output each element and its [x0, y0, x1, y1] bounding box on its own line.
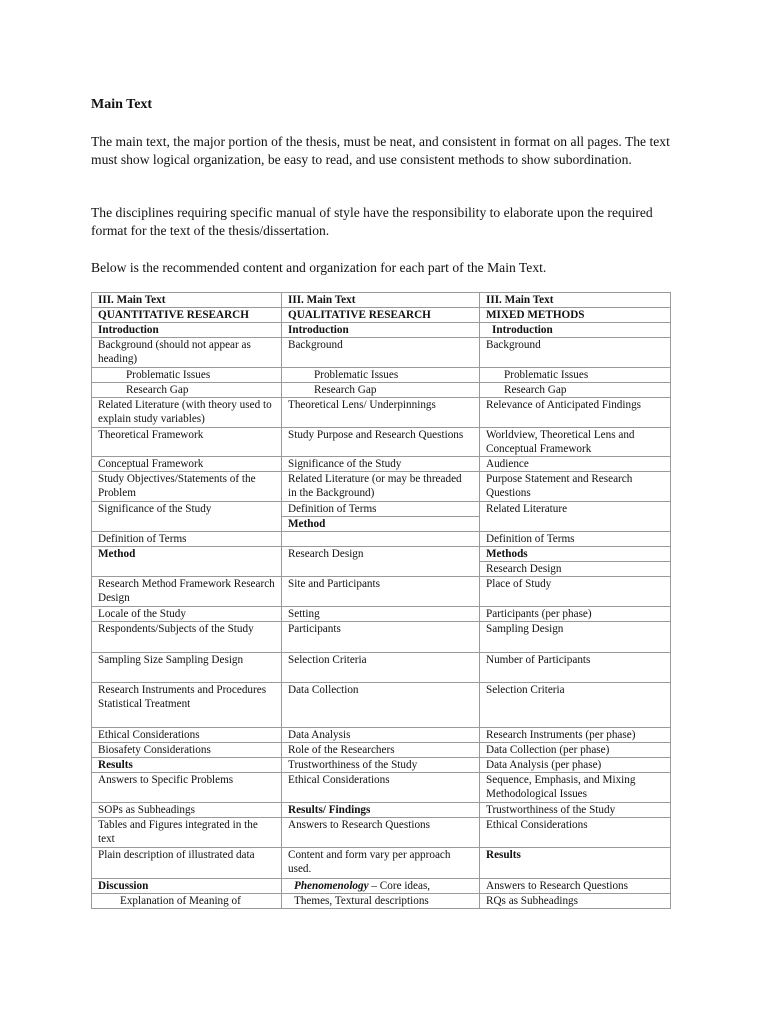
table-cell: Data Analysis (per phase): [480, 758, 671, 773]
table-cell: Sequence, Emphasis, and Mixing Methodological Issues: [480, 773, 671, 803]
table-row: [92, 743, 671, 758]
table-cell: Ethical Considerations: [480, 818, 671, 848]
table-cell: Selection Criteria: [480, 683, 671, 728]
paragraph-recommended: Below is the recommended content and organization for each part of the Main Text.: [91, 260, 547, 275]
table-cell: Trustworthiness of the Study: [480, 803, 671, 818]
header-cell: III. Main Text: [92, 293, 282, 308]
table-row: [92, 818, 671, 848]
table-row: [92, 683, 671, 728]
table-cell: Site and Participants: [282, 577, 480, 607]
table-row: [92, 308, 671, 323]
table-row: [92, 758, 671, 773]
table-cell: Audience: [480, 457, 671, 472]
table-cell: Significance of the Study: [282, 457, 480, 472]
table-cell: Research Gap: [92, 383, 282, 398]
table-cell: Background: [282, 338, 480, 368]
table-row: [92, 653, 671, 683]
table-cell: Answers to Research Questions: [282, 818, 480, 848]
table-cell: [282, 879, 480, 894]
table-cell: Study Objectives/Statements of the Problem: [92, 472, 282, 502]
table-cell: Place of Study: [480, 577, 671, 607]
table-cell: Selection Criteria: [282, 653, 480, 683]
header-cell: III. Main Text: [282, 293, 480, 308]
table-row: [92, 457, 671, 472]
table-cell: SOPs as Subheadings: [92, 803, 282, 818]
table-cell: Purpose Statement and Research Questions: [480, 472, 671, 502]
table-cell: Plain description of illustrated data: [92, 848, 282, 879]
table-row: [92, 607, 671, 622]
table-cell: Answers to Specific Problems: [92, 773, 282, 803]
table-cell-text: – Core ideas,: [368, 880, 431, 892]
table-cell: Sampling Design: [480, 622, 671, 653]
table-cell: Locale of the Study: [92, 607, 282, 622]
table-cell: Answers to Research Questions: [480, 879, 671, 894]
table-row: [92, 532, 671, 547]
table-cell: Themes, Textural descriptions: [282, 894, 480, 909]
section-heading: Main Text: [91, 97, 153, 112]
table-row: [92, 428, 671, 457]
table-cell: Background: [480, 338, 671, 368]
table-cell: Setting: [282, 607, 480, 622]
table-cell: Research Instruments and Procedures Statistical Treatment: [92, 683, 282, 728]
table-cell: Ethical Considerations: [282, 773, 480, 803]
table-row: [92, 577, 671, 607]
table-cell: Data Analysis: [282, 728, 480, 743]
table-cell: Introduction: [480, 323, 671, 338]
table-cell: Results: [92, 758, 282, 773]
table-cell: Data Collection: [282, 683, 480, 728]
table-cell: Ethical Considerations: [92, 728, 282, 743]
table-cell: Role of the Researchers: [282, 743, 480, 758]
table-cell: Data Collection (per phase): [480, 743, 671, 758]
table-cell: Tables and Figures integrated in the text: [92, 818, 282, 848]
table-subcell: Definition of Terms: [288, 503, 377, 515]
paragraph-main-text: The main text, the major portion of the thesis, must be neat, and consistent in format on all pages. The text must show logical organization, be easy to read, and use consistent methods to show subordination.: [91, 134, 670, 167]
table-cell: Research Design: [282, 547, 480, 577]
table-subcell: Research Design: [480, 561, 670, 576]
table-cell: Problematic Issues: [92, 368, 282, 383]
table-cell: Theoretical Framework: [92, 428, 282, 457]
table-row: [92, 472, 671, 502]
table-cell: Results: [480, 848, 671, 879]
table-cell: Participants: [282, 622, 480, 653]
table-cell: [480, 547, 671, 577]
table-row: [92, 502, 671, 532]
table-row: [92, 383, 671, 398]
table-cell: Research Method Framework Research Design: [92, 577, 282, 607]
table-cell: Trustworthiness of the Study: [282, 758, 480, 773]
table-cell: Sampling Size Sampling Design: [92, 653, 282, 683]
table-cell: Relevance of Anticipated Findings: [480, 398, 671, 428]
table-cell: Participants (per phase): [480, 607, 671, 622]
table-row: [92, 773, 671, 803]
table-row: [92, 803, 671, 818]
table-cell: Definition of Terms: [92, 532, 282, 547]
column-type-mixed: MIXED METHODS: [480, 308, 671, 323]
table-row: [92, 323, 671, 338]
table-cell: Study Purpose and Research Questions: [282, 428, 480, 457]
table-cell: Related Literature (with theory used to explain study variables): [92, 398, 282, 428]
table-cell: Explanation of Meaning of: [92, 894, 282, 909]
table-cell: Problematic Issues: [282, 368, 480, 383]
table-cell: Problematic Issues: [480, 368, 671, 383]
table-cell: Content and form vary per approach used.: [282, 848, 480, 879]
table-cell: RQs as Subheadings: [480, 894, 671, 909]
paragraph-disciplines: The disciplines requiring specific manual of style have the responsibility to elaborate upon the required format for the text of the thesis/dissertation.: [91, 205, 653, 238]
table-cell: Introduction: [282, 323, 480, 338]
table-row: [92, 368, 671, 383]
table-cell: Research Gap: [282, 383, 480, 398]
table-row: [92, 293, 671, 308]
table-cell: Number of Participants: [480, 653, 671, 683]
table-cell: Method: [92, 547, 282, 577]
table-cell: Results/ Findings: [282, 803, 480, 818]
emphasis-text: Phenomenology: [294, 880, 369, 892]
table-cell: Biosafety Considerations: [92, 743, 282, 758]
table-subcell: Methods: [486, 548, 528, 560]
table-row: [92, 398, 671, 428]
table-subcell: Method: [282, 516, 479, 531]
table-cell: Discussion: [92, 879, 282, 894]
table-cell: Background (should not appear as heading): [92, 338, 282, 368]
column-type-qualitative: QUALITATIVE RESEARCH: [282, 308, 480, 323]
table-row: [92, 622, 671, 653]
table-cell: [282, 532, 480, 547]
table-cell: Introduction: [92, 323, 282, 338]
table-cell: Research Instruments (per phase): [480, 728, 671, 743]
table-row: [92, 547, 671, 577]
table-row: [92, 338, 671, 368]
table-cell: Definition of Terms: [480, 532, 671, 547]
table-row: [92, 894, 671, 909]
column-type-quantitative: QUANTITATIVE RESEARCH: [92, 308, 282, 323]
table-cell: Conceptual Framework: [92, 457, 282, 472]
table-row: [92, 879, 671, 894]
table-cell: Significance of the Study: [92, 502, 282, 532]
table-cell: Related Literature: [480, 502, 671, 532]
table-cell: [282, 502, 480, 532]
table-cell: Theoretical Lens/ Underpinnings: [282, 398, 480, 428]
main-text-table: [91, 292, 671, 909]
table-row: [92, 728, 671, 743]
table-row: [92, 848, 671, 879]
table-cell: Research Gap: [480, 383, 671, 398]
table-cell: Respondents/Subjects of the Study: [92, 622, 282, 653]
header-cell: III. Main Text: [480, 293, 671, 308]
table-cell: Worldview, Theoretical Lens and Conceptual Framework: [480, 428, 671, 457]
table-cell: Related Literature (or may be threaded in the Background): [282, 472, 480, 502]
